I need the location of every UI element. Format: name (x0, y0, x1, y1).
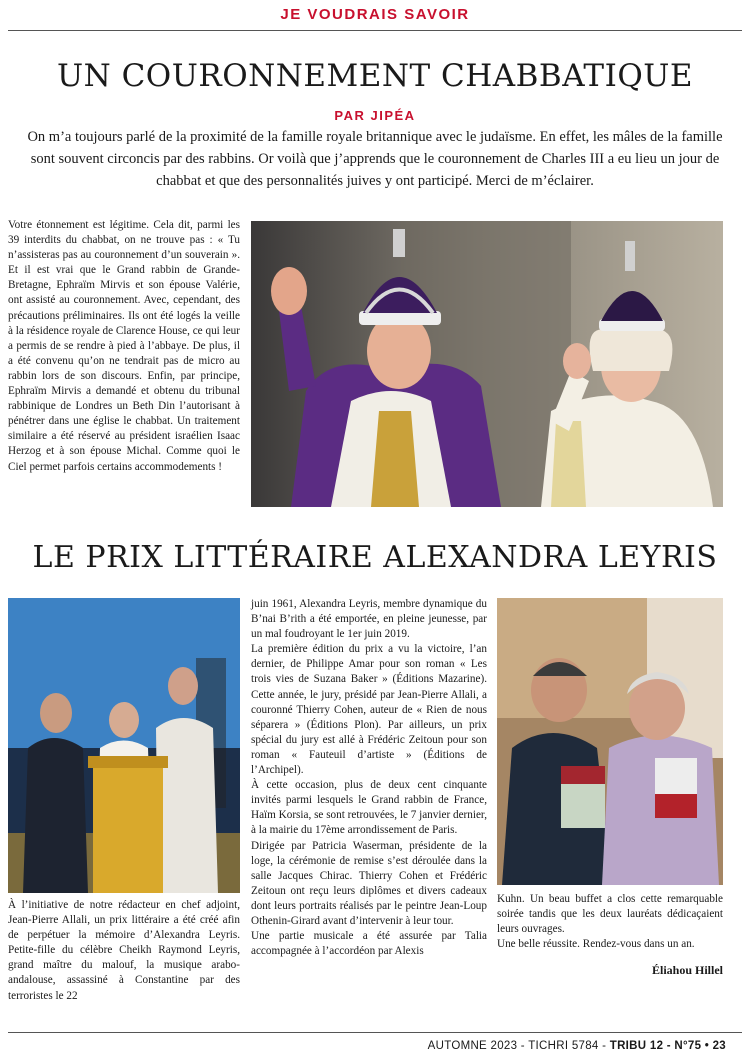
top-divider (8, 30, 742, 31)
footer-issue: TRIBU 12 - N°75 • 23 (609, 1040, 726, 1052)
paragraph: Dirigée par Patricia Waserman, présidente de la loge, la cérémonie de remise s’est déroulée dans la salle Jacques Chirac. Thierry Cohen et Frédéric Zeitoun ont reçu leurs diplômes et divers cadeaux dont leurs portraits réalisés par le peintre Jean-Loup Othenin-Girard avant d’intervenir à leur tour. (251, 839, 487, 927)
paragraph: Kuhn. Un beau buffet a clos cette remarquable soirée tandis que les deux lauréats dédicaçaient leurs ouvrages. (497, 893, 723, 936)
coronation-photo (251, 221, 723, 507)
reader-question: On m’a toujours parlé de la proximité de la famille royale britannique avec le judaïsme. En effet, les mâles de la famille sont souvent circoncis par des rabbins. Or voilà que j’apprends que le couronnement de Charles III a eu lieu un jour de chabbat et que des personnalités juives y ont participé. Merci de m’éclairer. (27, 129, 723, 189)
section-rubric: JE VOUDRAIS SAVOIR (280, 6, 470, 23)
article-column-3 (497, 892, 723, 952)
footer-date: AUTOMNE 2023 - TICHRI 5784 - (427, 1040, 610, 1052)
paragraph: Une partie musicale a été assurée par Talia accompagnée à l’accordéon par Alexis (251, 930, 487, 958)
answer-paragraph: Votre étonnement est légitime. Cela dit, parmi les 39 interdits du chabbat, on ne trouve pas : « Tu n’assisteras pas au couronnement d’un souverain ». Et il est vrai que le Grand rabbin de Grande-Bretagne, Ephraïm Mirvis et son épouse Valérie, ont assisté au couronnement. Avec, cependant, des précautions préliminaires. Ils ont été logés la veille à la résidence royale de Clarence House, ce qui leur a permis de se rendre à pied à l’abbaye. De plus, il a été convenu qu’on ne tendrait pas de micro au rabbin lors de son discours. Enfin, par principe, Ephraïm Mirvis a demandé et obtenu du tribunal rabbinique de Londres un Beth Din l’autorisant à pénétrer dans une église le chabbat. Un traitement similaire a été réservé au président israélien Isaac Herzog et à son épouse Michal. Comme quoi le Ciel permet parfois certains accommodements ! (8, 219, 240, 473)
article-title: UN COURONNEMENT CHABBATIQUE (56, 58, 693, 94)
paragraph: La première édition du prix a vu la victoire, l’an dernier, de Philippe Amar pour son roman « Les trois vies de Suzana Baker » (Éditions Mazarine). Cette année, le jury, présidé par Jean-Pierre Allali, a couronné Thierry Cohen, auteur de « Rien de nous séparera » (Éditions Plon). Par ailleurs, un prix spécial du jury est allé à Frédéric Zeitoun pour son roman « Fauteuil d’artiste » (Éditions de l’Archipel). (251, 643, 487, 777)
paragraph: À l’initiative de notre rédacteur en chef adjoint, Jean-Pierre Allali, un prix littéraire a été créé afin de perpétuer la mémoire d’Alexandra Leyris. Petite-fille du célèbre Cheikh Raymond Leyris, grand maître du malouf, la musique arabo-andalouse, assassiné à Constantine par des terroristes le 22 (8, 899, 240, 1002)
article-title: LE PRIX LITTÉRAIRE ALEXANDRA LEYRIS (32, 540, 718, 575)
article-column-2 (251, 597, 487, 959)
page-footer (428, 1040, 726, 1052)
article-byline: PAR JIPÉA (334, 108, 416, 123)
paragraph: juin 1961, Alexandra Leyris, membre dynamique du B’nai B’rith a été emportée, en pleine jeunesse, par un mal foudroyant le 1er juin 2019. (251, 598, 487, 641)
article-column-1 (8, 898, 240, 1004)
answer-text (8, 218, 240, 475)
laureates-photo (497, 598, 723, 885)
author-signature: Éliahou Hillel (651, 963, 723, 977)
paragraph: À cette occasion, plus de deux cent cinquante invités parmi lesquels le Grand rabbin de France, Haïm Korsia, se sont retrouvées, le 7 janvier dernier, à la mairie du 17ème arrondissement de Paris. (251, 779, 487, 837)
paragraph: Une belle réussite. Rendez-vous dans un an. (497, 938, 695, 951)
bottom-divider (8, 1032, 742, 1033)
ceremony-photo (8, 598, 240, 893)
